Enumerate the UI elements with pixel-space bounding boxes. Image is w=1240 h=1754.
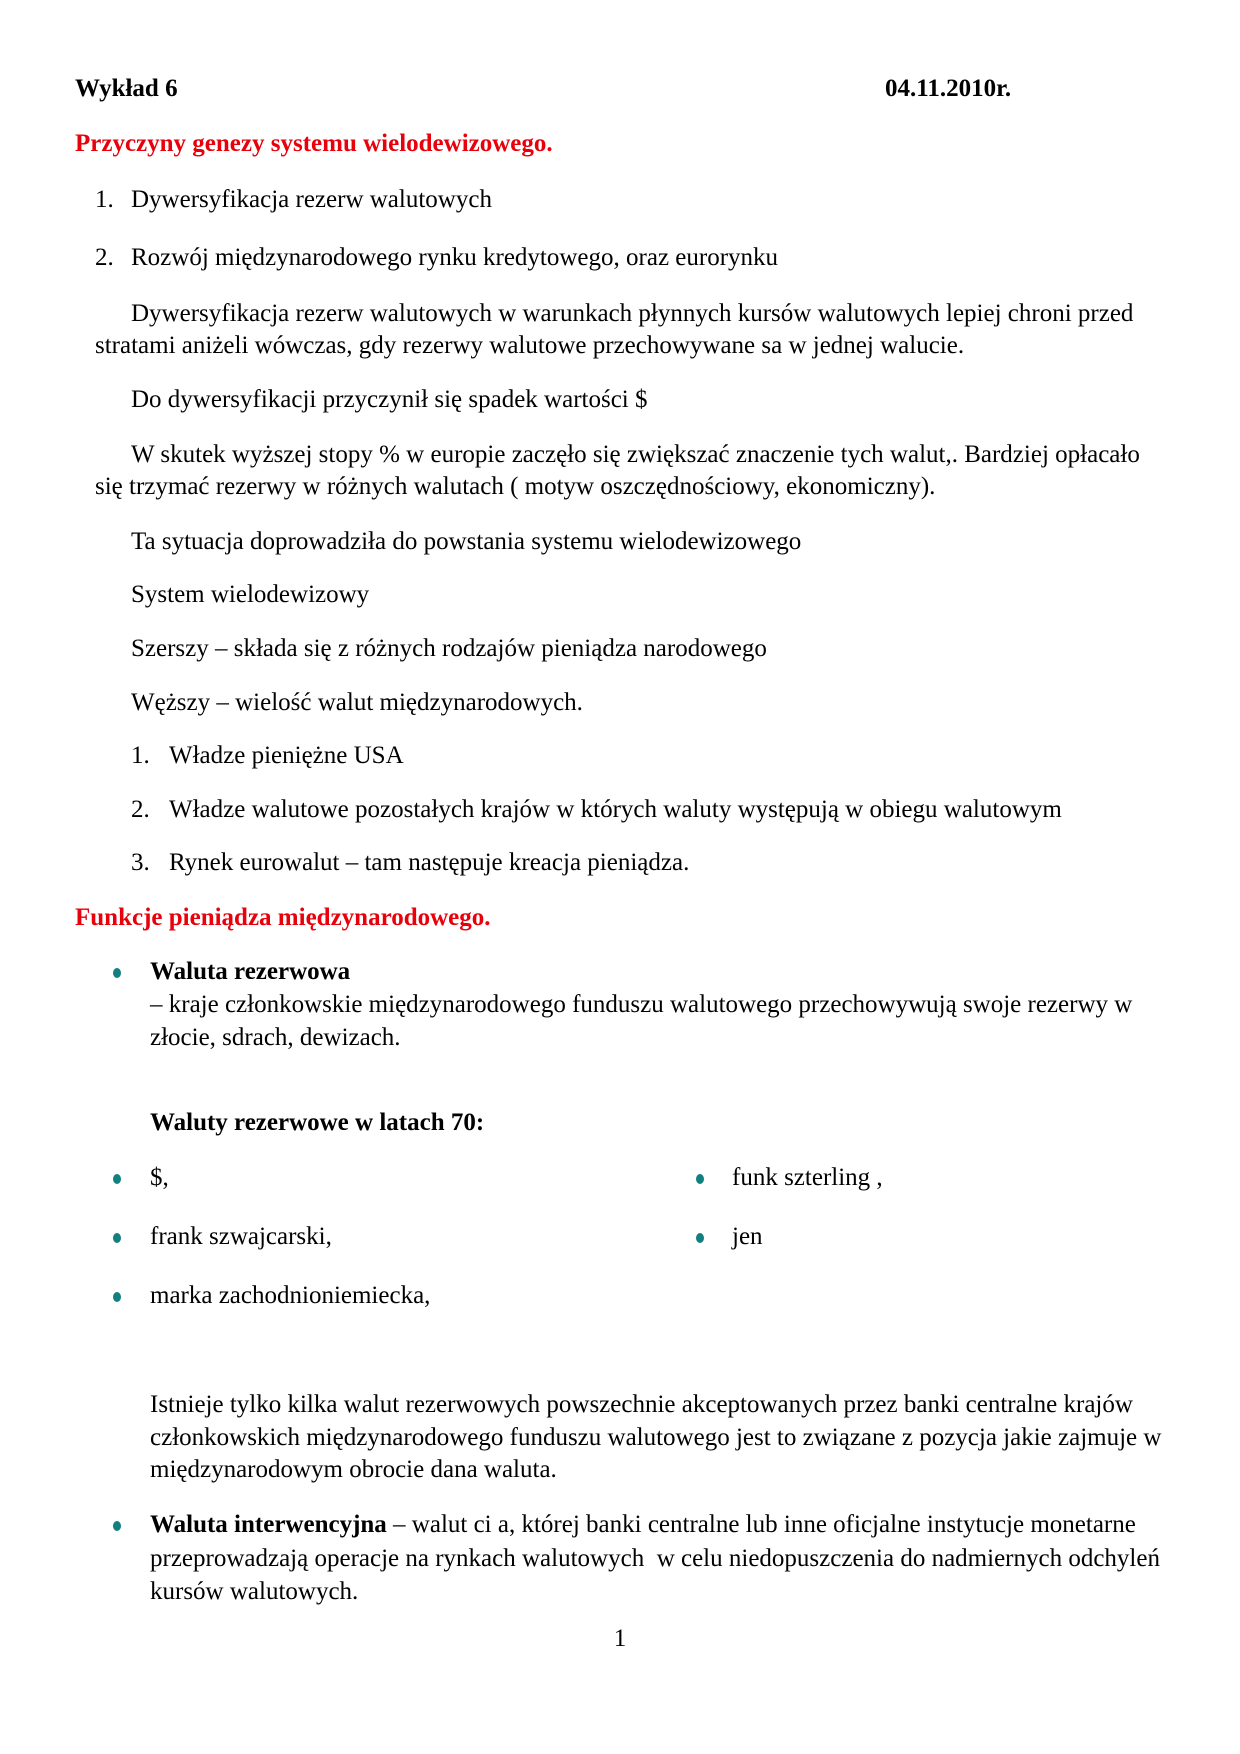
list-item: Rynek eurowalut – tam następuje kreacja pieniądza. xyxy=(169,849,690,876)
section-heading-functions: Funkcje pieniądza międzynarodowego. xyxy=(75,904,491,931)
list-number: 1. xyxy=(131,742,150,769)
reserve-70s-heading: Waluty rezerwowe w latach 70: xyxy=(150,1109,485,1136)
bullet-icon xyxy=(113,1174,121,1184)
paragraph: System wielodewizowy xyxy=(131,581,370,608)
currency-item: frank szwajcarski, xyxy=(150,1223,332,1250)
list-number: 1. xyxy=(95,186,114,213)
list-item: Dywersyfikacja rezerw walutowych xyxy=(131,186,492,213)
list-number: 3. xyxy=(131,849,150,876)
currency-item: $, xyxy=(150,1164,169,1191)
paragraph-line: międzynarodowym obrocie dana waluta. xyxy=(150,1456,557,1483)
list-number: 2. xyxy=(95,244,114,271)
bullet-icon xyxy=(113,1233,121,1243)
intervention-text: – walut ci a, której banki centralne lub inne oficjalne instytucje monetarne xyxy=(386,1511,1136,1538)
list-number: 2. xyxy=(131,796,150,823)
paragraph-line: stratami aniżeli wówczas, gdy rezerwy walutowe przechowywane sa w jednej walucie. xyxy=(95,332,965,359)
paragraph: Szerszy – składa się z różnych rodzajów pieniądza narodowego xyxy=(131,635,767,662)
paragraph-line: – kraje członkowskie międzynarodowego funduszu walutowego przechowywują swoje rezerwy w xyxy=(150,991,1133,1018)
page-number: 1 xyxy=(613,1625,627,1652)
lecture-date: 04.11.2010r. xyxy=(885,75,1012,102)
bullet-icon xyxy=(113,968,121,978)
paragraph-line: Dywersyfikacja rezerw walutowych w warunkach płynnych kursów walutowych lepiej chroni przed xyxy=(131,300,1134,327)
paragraph-line: przeprowadzają operacje na rynkach walutowych w celu niedopuszczenia do nadmiernych odchyleń xyxy=(150,1545,1160,1572)
intervention-currency-title: Waluta interwencyjna xyxy=(150,1511,387,1538)
paragraph-line xyxy=(150,1510,1136,1540)
bullet-icon xyxy=(113,1292,121,1302)
reserve-currency-title: Waluta rezerwowa xyxy=(150,958,351,985)
paragraph-line: kursów walutowych. xyxy=(150,1578,359,1605)
paragraph-line: złocie, sdrach, dewizach. xyxy=(150,1024,401,1051)
paragraph-line: Istnieje tylko kilka walut rezerwowych powszechnie akceptowanych przez banki centralne krajów xyxy=(150,1391,1133,1418)
bullet-icon xyxy=(113,1521,121,1531)
currency-item: marka zachodnioniemiecka, xyxy=(150,1282,431,1309)
paragraph-line: członkowskich międzynarodowego funduszu walutowego jest to związane z pozycja jakie zajmuje w xyxy=(150,1424,1162,1451)
list-item: Władze pieniężne USA xyxy=(169,742,404,769)
paragraph: Ta sytuacja doprowadziła do powstania systemu wielodewizowego xyxy=(131,528,802,555)
lecture-title: Wykład 6 xyxy=(75,75,178,102)
paragraph-line: się trzymać rezerwy w różnych walutach ( motyw oszczędnościowy, ekonomiczny). xyxy=(95,473,936,500)
currency-item: jen xyxy=(732,1223,763,1250)
bullet-icon xyxy=(696,1233,704,1243)
section-heading-causes: Przyczyny genezy systemu wielodewizowego. xyxy=(75,130,553,157)
paragraph-line: W skutek wyższej stopy % w europie zaczęło się zwiększać znaczenie tych walut,. Bardziej opłacało xyxy=(131,441,1140,468)
list-item: Rozwój międzynarodowego rynku kredytowego, oraz eurorynku xyxy=(131,244,779,271)
currency-item: funk szterling , xyxy=(732,1164,883,1191)
paragraph: Do dywersyfikacji przyczynił się spadek wartości $ xyxy=(131,386,648,413)
bullet-icon xyxy=(696,1174,704,1184)
paragraph: Węższy – wielość walut międzynarodowych. xyxy=(131,689,583,716)
list-item: Władze walutowe pozostałych krajów w których waluty występują w obiegu walutowym xyxy=(169,796,1062,823)
